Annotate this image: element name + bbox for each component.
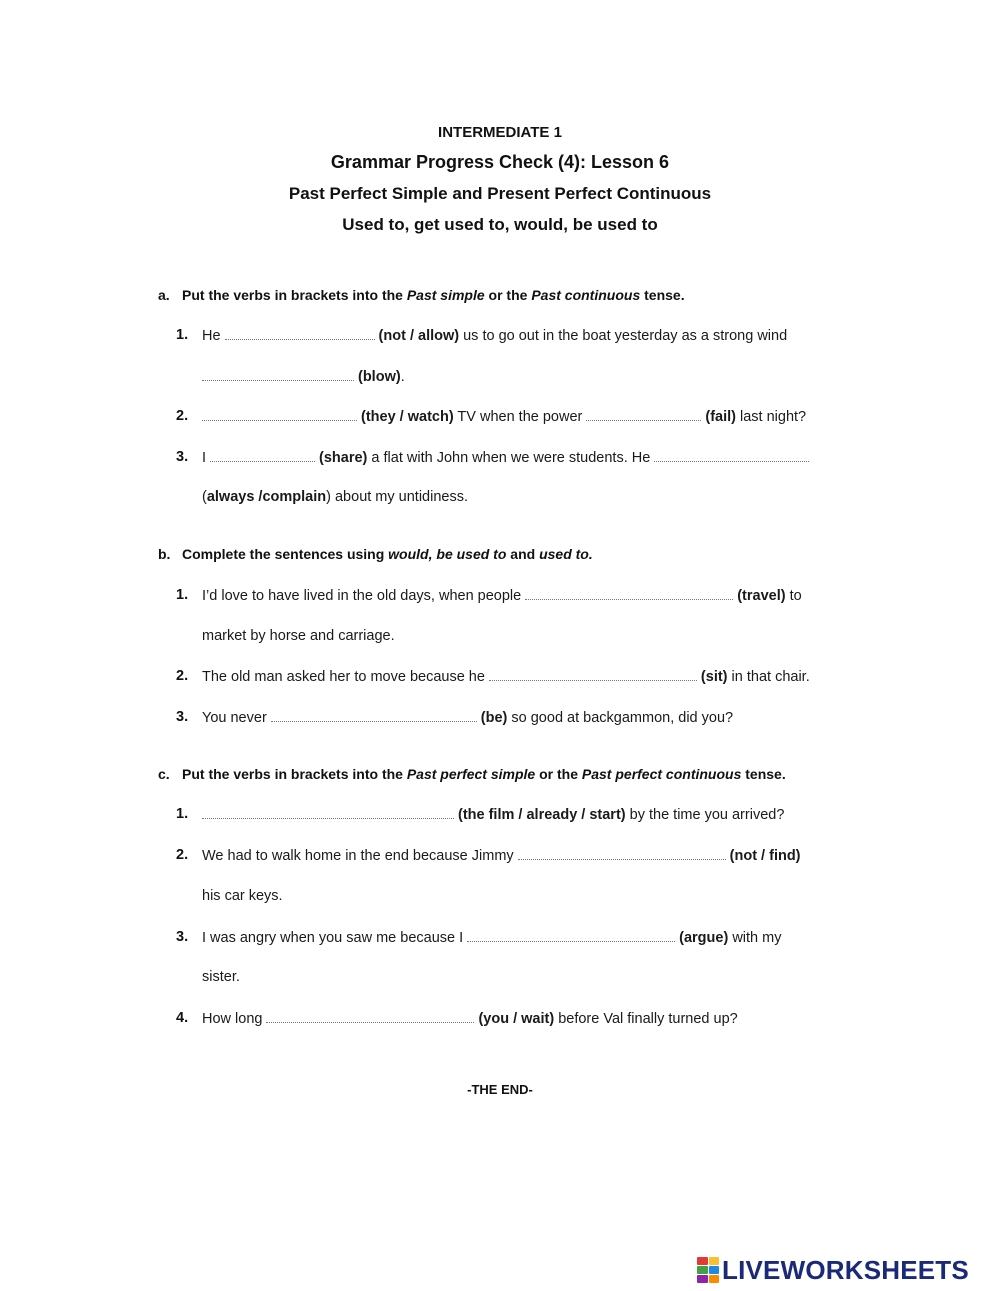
- instruction-emphasis: used to.: [539, 546, 593, 562]
- question-a1-line1: [202, 327, 787, 344]
- question-text: last night?: [735, 409, 807, 425]
- question-number: 1.: [176, 587, 189, 603]
- question-text: How long: [202, 1011, 263, 1027]
- section-a-letter: a.: [158, 287, 170, 303]
- question-text: market by horse and carriage.: [202, 628, 395, 644]
- question-b1-line2: [202, 628, 395, 644]
- question-text: by the time you arrived?: [625, 807, 785, 823]
- answer-blank[interactable]: [266, 1010, 474, 1023]
- question-b3: [202, 709, 733, 726]
- answer-blank[interactable]: [202, 408, 357, 421]
- section-c-instruction: [158, 766, 786, 782]
- verb-hint: (share): [319, 450, 368, 466]
- topic-heading-1: Past Perfect Simple and Present Perfect Continuous: [288, 184, 712, 203]
- question-text: I: [202, 450, 207, 466]
- answer-blank[interactable]: [489, 668, 697, 681]
- question-text: a flat with John when we were students. He: [367, 450, 651, 466]
- answer-blank[interactable]: [586, 408, 701, 421]
- instruction-emphasis: Past simple: [406, 287, 485, 303]
- answer-blank[interactable]: [525, 587, 733, 600]
- verb-hint: (argue): [679, 930, 729, 946]
- question-c2-line1: [202, 847, 801, 864]
- question-text: I was angry when you saw me because I: [202, 930, 464, 946]
- liveworksheets-logo[interactable]: [697, 1255, 969, 1285]
- question-text: You never: [202, 710, 267, 726]
- end-marker: -THE END-: [467, 1082, 533, 1097]
- question-text: about my untidiness.: [330, 489, 468, 505]
- verb-hint: (not / find): [729, 848, 801, 864]
- question-text: The old man asked her to move because he: [202, 669, 485, 685]
- instruction-text: and: [506, 546, 540, 562]
- answer-blank[interactable]: [202, 368, 354, 381]
- verb-hint: (they / watch): [361, 409, 454, 425]
- verb-hint: (sit): [700, 669, 728, 685]
- verb-hint: (the film / already / start): [458, 807, 626, 823]
- question-text: with my: [728, 930, 782, 946]
- topic-heading-2: Used to, get used to, would, be used to: [342, 215, 658, 234]
- question-number: 1.: [176, 806, 189, 822]
- instruction-emphasis: Past continuous: [531, 287, 641, 303]
- verb-hint: always /complain: [206, 489, 327, 505]
- answer-blank[interactable]: [467, 929, 675, 942]
- question-c2-line2: [202, 888, 283, 904]
- question-text: in that chair.: [727, 669, 810, 685]
- verb-hint: (fail): [705, 409, 736, 425]
- answer-blank[interactable]: [210, 449, 315, 462]
- question-number: 3.: [176, 709, 189, 725]
- question-a1-line2: [198, 368, 405, 385]
- verb-hint: (travel): [737, 588, 786, 604]
- question-text: us to go out in the boat yesterday as a strong wind: [459, 328, 788, 344]
- instruction-emphasis: would, be used to: [388, 546, 507, 562]
- question-c3-line2: [202, 969, 240, 985]
- section-a-instruction: [158, 287, 685, 303]
- answer-blank[interactable]: [202, 806, 454, 819]
- question-b2: [202, 668, 810, 685]
- liveworksheets-logo-icon: [697, 1257, 719, 1283]
- question-a3-line1: [202, 449, 813, 466]
- question-number: 2.: [176, 847, 189, 863]
- section-b-instruction: [158, 546, 593, 562]
- instruction-emphasis: Past perfect continuous: [581, 766, 742, 782]
- question-number: 1.: [176, 327, 189, 343]
- question-text: sister.: [202, 969, 240, 985]
- question-text: .: [400, 369, 405, 385]
- question-number: 2.: [176, 408, 189, 424]
- question-number: 3.: [176, 449, 189, 465]
- instruction-text: tense.: [741, 766, 786, 782]
- question-text: his car keys.: [202, 888, 283, 904]
- question-text: We had to walk home in the end because Jimmy: [202, 848, 514, 864]
- question-c4: [202, 1010, 738, 1027]
- section-b-letter: b.: [158, 546, 171, 562]
- answer-blank[interactable]: [654, 449, 809, 462]
- question-number: 4.: [176, 1010, 189, 1026]
- answer-blank[interactable]: [518, 847, 726, 860]
- verb-hint: (blow): [358, 369, 401, 385]
- instruction-text: Put the verbs in brackets into the: [182, 766, 407, 782]
- verb-hint: (not / allow): [378, 328, 460, 344]
- instruction-text: or the: [484, 287, 532, 303]
- level-heading: INTERMEDIATE 1: [438, 124, 562, 141]
- question-number: 3.: [176, 929, 189, 945]
- section-c-letter: c.: [158, 766, 170, 782]
- question-text: so good at backgammon, did you?: [507, 710, 734, 726]
- question-text: before Val finally turned up?: [554, 1011, 738, 1027]
- instruction-text: or the: [535, 766, 582, 782]
- question-c3-line1: [202, 929, 781, 946]
- answer-blank[interactable]: [271, 709, 477, 722]
- instruction-text: Complete the sentences using: [182, 546, 389, 562]
- question-text: TV when the power: [453, 409, 583, 425]
- question-c1: [198, 806, 784, 823]
- question-a3-line2: (always /complain) about my untidiness.: [202, 489, 468, 505]
- worksheet-title: Grammar Progress Check (4): Lesson 6: [330, 152, 670, 172]
- question-b1-line1: [202, 587, 802, 604]
- instruction-text: tense.: [640, 287, 685, 303]
- answer-blank[interactable]: [225, 327, 375, 340]
- question-text: I’d love to have lived in the old days, when people: [202, 588, 522, 604]
- brand-name: LIVEWORKSHEETS: [722, 1254, 969, 1285]
- question-a2: [198, 408, 806, 425]
- question-text: to: [785, 588, 802, 604]
- instruction-emphasis: Past perfect simple: [406, 766, 536, 782]
- question-number: 2.: [176, 668, 189, 684]
- verb-hint: (be): [480, 710, 508, 726]
- instruction-text: Put the verbs in brackets into the: [182, 287, 407, 303]
- question-text: He: [202, 328, 221, 344]
- verb-hint: (you / wait): [478, 1011, 555, 1027]
